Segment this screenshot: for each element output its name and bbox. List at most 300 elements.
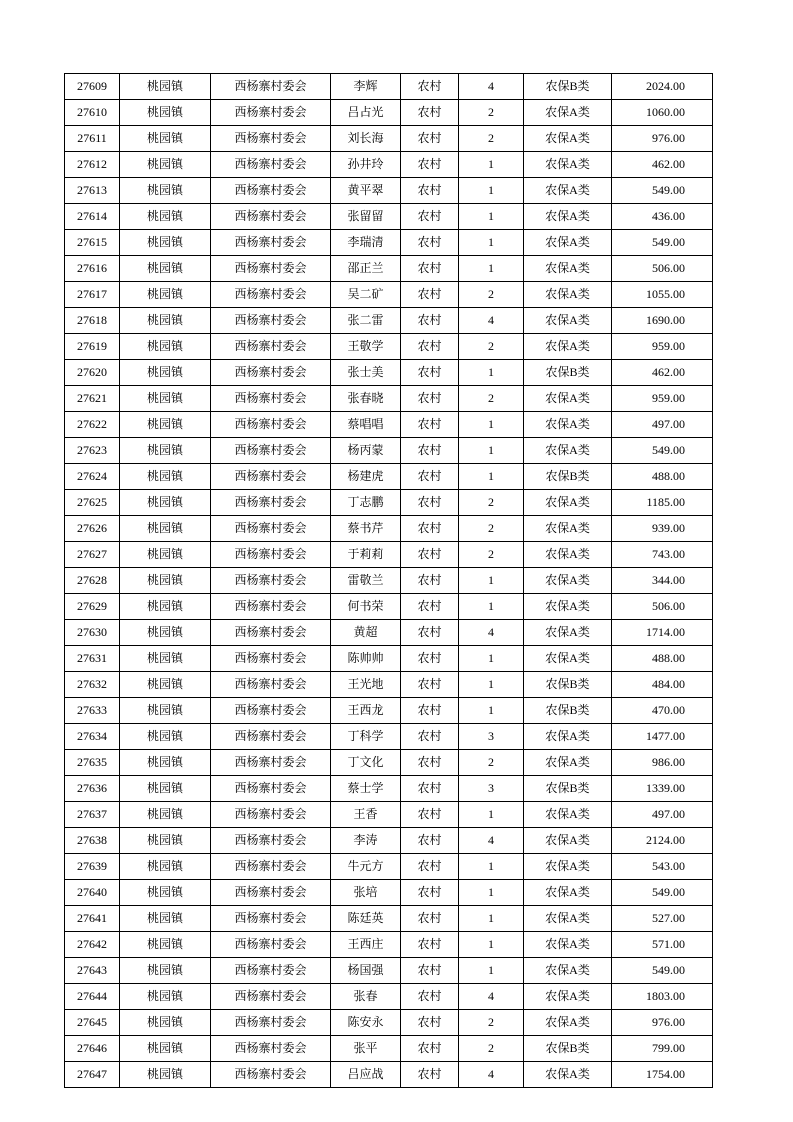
table-row <box>65 74 713 100</box>
cell-residence: 农村 <box>401 100 459 126</box>
cell-category: 农保A类 <box>524 334 612 360</box>
cell-residence: 农村 <box>401 932 459 958</box>
cell-id: 27619 <box>65 334 120 360</box>
cell-category: 农保A类 <box>524 100 612 126</box>
cell-name: 吴二矿 <box>331 282 401 308</box>
cell-id: 27628 <box>65 568 120 594</box>
cell-village: 西杨寨村委会 <box>211 802 331 828</box>
cell-category: 农保B类 <box>524 360 612 386</box>
cell-residence: 农村 <box>401 542 459 568</box>
cell-name: 张春晓 <box>331 386 401 412</box>
cell-town: 桃园镇 <box>120 74 211 100</box>
cell-amount: 2024.00 <box>612 74 713 100</box>
cell-id: 27637 <box>65 802 120 828</box>
cell-residence: 农村 <box>401 594 459 620</box>
cell-name: 王香 <box>331 802 401 828</box>
cell-town: 桃园镇 <box>120 750 211 776</box>
cell-category: 农保A类 <box>524 932 612 958</box>
table-row <box>65 542 713 568</box>
cell-town: 桃园镇 <box>120 516 211 542</box>
cell-residence: 农村 <box>401 1062 459 1088</box>
cell-persons: 2 <box>459 282 524 308</box>
table-row <box>65 1062 713 1088</box>
table-row <box>65 490 713 516</box>
cell-residence: 农村 <box>401 1036 459 1062</box>
cell-amount: 549.00 <box>612 178 713 204</box>
cell-residence: 农村 <box>401 1010 459 1036</box>
table-row <box>65 724 713 750</box>
cell-persons: 1 <box>459 594 524 620</box>
cell-id: 27621 <box>65 386 120 412</box>
cell-name: 丁科学 <box>331 724 401 750</box>
cell-village: 西杨寨村委会 <box>211 152 331 178</box>
cell-residence: 农村 <box>401 880 459 906</box>
cell-amount: 462.00 <box>612 360 713 386</box>
cell-category: 农保A类 <box>524 1010 612 1036</box>
cell-persons: 1 <box>459 854 524 880</box>
cell-residence: 农村 <box>401 906 459 932</box>
cell-residence: 农村 <box>401 412 459 438</box>
table-row <box>65 802 713 828</box>
cell-id: 27617 <box>65 282 120 308</box>
table-row <box>65 880 713 906</box>
cell-town: 桃园镇 <box>120 282 211 308</box>
cell-village: 西杨寨村委会 <box>211 932 331 958</box>
cell-village: 西杨寨村委会 <box>211 568 331 594</box>
cell-village: 西杨寨村委会 <box>211 776 331 802</box>
cell-village: 西杨寨村委会 <box>211 126 331 152</box>
cell-category: 农保A类 <box>524 906 612 932</box>
table-row <box>65 568 713 594</box>
cell-residence: 农村 <box>401 438 459 464</box>
cell-village: 西杨寨村委会 <box>211 360 331 386</box>
cell-name: 蔡书芹 <box>331 516 401 542</box>
cell-persons: 2 <box>459 334 524 360</box>
cell-town: 桃园镇 <box>120 204 211 230</box>
cell-residence: 农村 <box>401 672 459 698</box>
cell-persons: 1 <box>459 360 524 386</box>
cell-category: 农保A类 <box>524 984 612 1010</box>
cell-persons: 1 <box>459 672 524 698</box>
cell-category: 农保A类 <box>524 490 612 516</box>
cell-category: 农保A类 <box>524 568 612 594</box>
cell-town: 桃园镇 <box>120 620 211 646</box>
cell-name: 张培 <box>331 880 401 906</box>
cell-town: 桃园镇 <box>120 646 211 672</box>
cell-town: 桃园镇 <box>120 802 211 828</box>
cell-amount: 799.00 <box>612 1036 713 1062</box>
cell-id: 27641 <box>65 906 120 932</box>
cell-amount: 462.00 <box>612 152 713 178</box>
cell-id: 27635 <box>65 750 120 776</box>
cell-residence: 农村 <box>401 828 459 854</box>
cell-village: 西杨寨村委会 <box>211 516 331 542</box>
cell-id: 27640 <box>65 880 120 906</box>
cell-amount: 497.00 <box>612 412 713 438</box>
cell-persons: 1 <box>459 906 524 932</box>
cell-residence: 农村 <box>401 568 459 594</box>
cell-town: 桃园镇 <box>120 256 211 282</box>
table-row <box>65 464 713 490</box>
cell-category: 农保A类 <box>524 594 612 620</box>
table-row <box>65 308 713 334</box>
cell-id: 27620 <box>65 360 120 386</box>
cell-name: 刘长海 <box>331 126 401 152</box>
cell-amount: 506.00 <box>612 256 713 282</box>
table-row <box>65 1010 713 1036</box>
cell-village: 西杨寨村委会 <box>211 230 331 256</box>
table-row <box>65 672 713 698</box>
cell-village: 西杨寨村委会 <box>211 256 331 282</box>
cell-town: 桃园镇 <box>120 854 211 880</box>
cell-name: 杨丙蒙 <box>331 438 401 464</box>
cell-residence: 农村 <box>401 204 459 230</box>
cell-persons: 2 <box>459 1036 524 1062</box>
cell-village: 西杨寨村委会 <box>211 646 331 672</box>
cell-amount: 484.00 <box>612 672 713 698</box>
cell-id: 27647 <box>65 1062 120 1088</box>
cell-residence: 农村 <box>401 490 459 516</box>
cell-name: 蔡唱唱 <box>331 412 401 438</box>
cell-id: 27629 <box>65 594 120 620</box>
cell-persons: 4 <box>459 74 524 100</box>
cell-name: 张留留 <box>331 204 401 230</box>
cell-id: 27626 <box>65 516 120 542</box>
table-row <box>65 776 713 802</box>
cell-name: 牛元方 <box>331 854 401 880</box>
cell-village: 西杨寨村委会 <box>211 100 331 126</box>
table-row <box>65 100 713 126</box>
cell-persons: 2 <box>459 516 524 542</box>
cell-name: 张平 <box>331 1036 401 1062</box>
table-row <box>65 646 713 672</box>
cell-amount: 527.00 <box>612 906 713 932</box>
cell-category: 农保B类 <box>524 1036 612 1062</box>
cell-persons: 2 <box>459 542 524 568</box>
cell-amount: 549.00 <box>612 880 713 906</box>
cell-persons: 1 <box>459 412 524 438</box>
cell-town: 桃园镇 <box>120 386 211 412</box>
cell-village: 西杨寨村委会 <box>211 204 331 230</box>
table-row <box>65 412 713 438</box>
cell-name: 张春 <box>331 984 401 1010</box>
cell-category: 农保A类 <box>524 516 612 542</box>
cell-name: 丁志鹏 <box>331 490 401 516</box>
cell-town: 桃园镇 <box>120 828 211 854</box>
pension-roster-table <box>64 73 713 1088</box>
cell-id: 27622 <box>65 412 120 438</box>
cell-name: 陈廷英 <box>331 906 401 932</box>
cell-name: 李瑞清 <box>331 230 401 256</box>
cell-town: 桃园镇 <box>120 464 211 490</box>
table-row <box>65 386 713 412</box>
cell-amount: 549.00 <box>612 958 713 984</box>
cell-name: 吕占光 <box>331 100 401 126</box>
cell-town: 桃园镇 <box>120 984 211 1010</box>
cell-persons: 1 <box>459 464 524 490</box>
cell-village: 西杨寨村委会 <box>211 620 331 646</box>
cell-village: 西杨寨村委会 <box>211 672 331 698</box>
cell-town: 桃园镇 <box>120 906 211 932</box>
cell-village: 西杨寨村委会 <box>211 1036 331 1062</box>
cell-town: 桃园镇 <box>120 594 211 620</box>
cell-village: 西杨寨村委会 <box>211 724 331 750</box>
table-row <box>65 256 713 282</box>
cell-residence: 农村 <box>401 152 459 178</box>
cell-village: 西杨寨村委会 <box>211 1010 331 1036</box>
cell-amount: 571.00 <box>612 932 713 958</box>
cell-id: 27610 <box>65 100 120 126</box>
cell-id: 27613 <box>65 178 120 204</box>
cell-residence: 农村 <box>401 386 459 412</box>
cell-persons: 1 <box>459 256 524 282</box>
cell-category: 农保A类 <box>524 386 612 412</box>
cell-residence: 农村 <box>401 126 459 152</box>
cell-town: 桃园镇 <box>120 438 211 464</box>
cell-category: 农保A类 <box>524 854 612 880</box>
cell-id: 27623 <box>65 438 120 464</box>
cell-category: 农保B类 <box>524 74 612 100</box>
table-row <box>65 516 713 542</box>
cell-id: 27638 <box>65 828 120 854</box>
cell-amount: 470.00 <box>612 698 713 724</box>
table-row <box>65 282 713 308</box>
cell-residence: 农村 <box>401 74 459 100</box>
cell-amount: 939.00 <box>612 516 713 542</box>
cell-village: 西杨寨村委会 <box>211 958 331 984</box>
cell-amount: 743.00 <box>612 542 713 568</box>
cell-amount: 1690.00 <box>612 308 713 334</box>
cell-name: 杨建虎 <box>331 464 401 490</box>
cell-name: 于莉莉 <box>331 542 401 568</box>
cell-category: 农保A类 <box>524 880 612 906</box>
cell-town: 桃园镇 <box>120 724 211 750</box>
cell-id: 27618 <box>65 308 120 334</box>
cell-name: 王敬学 <box>331 334 401 360</box>
cell-id: 27624 <box>65 464 120 490</box>
cell-town: 桃园镇 <box>120 880 211 906</box>
cell-town: 桃园镇 <box>120 1062 211 1088</box>
cell-persons: 4 <box>459 1062 524 1088</box>
cell-amount: 986.00 <box>612 750 713 776</box>
table-row <box>65 932 713 958</box>
cell-amount: 497.00 <box>612 802 713 828</box>
table-row <box>65 594 713 620</box>
cell-town: 桃园镇 <box>120 334 211 360</box>
table-row <box>65 828 713 854</box>
cell-amount: 488.00 <box>612 646 713 672</box>
cell-name: 黄超 <box>331 620 401 646</box>
cell-residence: 农村 <box>401 776 459 802</box>
table-row <box>65 334 713 360</box>
cell-category: 农保A类 <box>524 256 612 282</box>
cell-village: 西杨寨村委会 <box>211 906 331 932</box>
cell-town: 桃园镇 <box>120 672 211 698</box>
cell-name: 王西庄 <box>331 932 401 958</box>
cell-name: 王西龙 <box>331 698 401 724</box>
cell-town: 桃园镇 <box>120 100 211 126</box>
cell-residence: 农村 <box>401 282 459 308</box>
cell-name: 李辉 <box>331 74 401 100</box>
cell-persons: 3 <box>459 724 524 750</box>
table-row <box>65 984 713 1010</box>
cell-id: 27627 <box>65 542 120 568</box>
cell-residence: 农村 <box>401 724 459 750</box>
cell-id: 27615 <box>65 230 120 256</box>
cell-category: 农保A类 <box>524 282 612 308</box>
cell-amount: 549.00 <box>612 230 713 256</box>
cell-town: 桃园镇 <box>120 1036 211 1062</box>
cell-amount: 1339.00 <box>612 776 713 802</box>
cell-name: 张士美 <box>331 360 401 386</box>
cell-id: 27631 <box>65 646 120 672</box>
cell-persons: 1 <box>459 152 524 178</box>
table-row <box>65 854 713 880</box>
cell-amount: 976.00 <box>612 1010 713 1036</box>
cell-name: 陈帅帅 <box>331 646 401 672</box>
cell-town: 桃园镇 <box>120 932 211 958</box>
cell-category: 农保A类 <box>524 178 612 204</box>
cell-amount: 959.00 <box>612 386 713 412</box>
cell-id: 27609 <box>65 74 120 100</box>
cell-residence: 农村 <box>401 334 459 360</box>
cell-name: 何书荣 <box>331 594 401 620</box>
cell-persons: 1 <box>459 568 524 594</box>
cell-amount: 959.00 <box>612 334 713 360</box>
cell-persons: 1 <box>459 204 524 230</box>
cell-village: 西杨寨村委会 <box>211 880 331 906</box>
table-row <box>65 204 713 230</box>
cell-village: 西杨寨村委会 <box>211 542 331 568</box>
cell-residence: 农村 <box>401 620 459 646</box>
cell-persons: 3 <box>459 776 524 802</box>
cell-id: 27611 <box>65 126 120 152</box>
cell-village: 西杨寨村委会 <box>211 1062 331 1088</box>
cell-town: 桃园镇 <box>120 1010 211 1036</box>
cell-name: 邵正兰 <box>331 256 401 282</box>
cell-town: 桃园镇 <box>120 958 211 984</box>
cell-id: 27612 <box>65 152 120 178</box>
cell-name: 雷敬兰 <box>331 568 401 594</box>
cell-name: 张二雷 <box>331 308 401 334</box>
cell-persons: 1 <box>459 698 524 724</box>
cell-category: 农保A类 <box>524 438 612 464</box>
table-row <box>65 958 713 984</box>
cell-persons: 2 <box>459 386 524 412</box>
cell-village: 西杨寨村委会 <box>211 828 331 854</box>
cell-id: 27646 <box>65 1036 120 1062</box>
cell-category: 农保A类 <box>524 802 612 828</box>
cell-category: 农保A类 <box>524 308 612 334</box>
cell-amount: 549.00 <box>612 438 713 464</box>
cell-name: 吕应战 <box>331 1062 401 1088</box>
cell-category: 农保A类 <box>524 126 612 152</box>
cell-persons: 2 <box>459 126 524 152</box>
cell-persons: 1 <box>459 230 524 256</box>
cell-village: 西杨寨村委会 <box>211 74 331 100</box>
cell-persons: 1 <box>459 178 524 204</box>
cell-village: 西杨寨村委会 <box>211 854 331 880</box>
cell-village: 西杨寨村委会 <box>211 698 331 724</box>
cell-residence: 农村 <box>401 646 459 672</box>
cell-id: 27642 <box>65 932 120 958</box>
table-row <box>65 698 713 724</box>
cell-id: 27625 <box>65 490 120 516</box>
cell-residence: 农村 <box>401 464 459 490</box>
cell-id: 27644 <box>65 984 120 1010</box>
cell-amount: 344.00 <box>612 568 713 594</box>
cell-residence: 农村 <box>401 360 459 386</box>
cell-persons: 4 <box>459 620 524 646</box>
cell-id: 27630 <box>65 620 120 646</box>
cell-persons: 1 <box>459 802 524 828</box>
cell-id: 27643 <box>65 958 120 984</box>
cell-id: 27634 <box>65 724 120 750</box>
cell-id: 27645 <box>65 1010 120 1036</box>
cell-persons: 1 <box>459 880 524 906</box>
table-body <box>65 74 713 1088</box>
cell-id: 27616 <box>65 256 120 282</box>
cell-category: 农保B类 <box>524 698 612 724</box>
cell-amount: 1803.00 <box>612 984 713 1010</box>
cell-residence: 农村 <box>401 984 459 1010</box>
table-row <box>65 1036 713 1062</box>
cell-persons: 1 <box>459 932 524 958</box>
table-row <box>65 126 713 152</box>
cell-category: 农保A类 <box>524 204 612 230</box>
cell-id: 27636 <box>65 776 120 802</box>
cell-category: 农保A类 <box>524 828 612 854</box>
table-row <box>65 360 713 386</box>
cell-persons: 1 <box>459 646 524 672</box>
table-row <box>65 178 713 204</box>
cell-town: 桃园镇 <box>120 542 211 568</box>
cell-persons: 4 <box>459 984 524 1010</box>
cell-town: 桃园镇 <box>120 490 211 516</box>
cell-amount: 976.00 <box>612 126 713 152</box>
cell-amount: 506.00 <box>612 594 713 620</box>
cell-name: 王光地 <box>331 672 401 698</box>
cell-residence: 农村 <box>401 256 459 282</box>
table-row <box>65 620 713 646</box>
cell-village: 西杨寨村委会 <box>211 490 331 516</box>
cell-town: 桃园镇 <box>120 360 211 386</box>
cell-persons: 2 <box>459 490 524 516</box>
cell-town: 桃园镇 <box>120 230 211 256</box>
cell-residence: 农村 <box>401 854 459 880</box>
cell-name: 丁文化 <box>331 750 401 776</box>
cell-residence: 农村 <box>401 698 459 724</box>
cell-village: 西杨寨村委会 <box>211 438 331 464</box>
cell-category: 农保A类 <box>524 542 612 568</box>
cell-village: 西杨寨村委会 <box>211 984 331 1010</box>
cell-residence: 农村 <box>401 308 459 334</box>
cell-category: 农保A类 <box>524 230 612 256</box>
cell-amount: 543.00 <box>612 854 713 880</box>
cell-village: 西杨寨村委会 <box>211 750 331 776</box>
cell-amount: 1185.00 <box>612 490 713 516</box>
cell-id: 27633 <box>65 698 120 724</box>
cell-residence: 农村 <box>401 516 459 542</box>
cell-persons: 2 <box>459 1010 524 1036</box>
cell-category: 农保A类 <box>524 1062 612 1088</box>
cell-persons: 4 <box>459 828 524 854</box>
cell-town: 桃园镇 <box>120 308 211 334</box>
cell-amount: 2124.00 <box>612 828 713 854</box>
table-row <box>65 906 713 932</box>
table-row <box>65 230 713 256</box>
cell-town: 桃园镇 <box>120 698 211 724</box>
